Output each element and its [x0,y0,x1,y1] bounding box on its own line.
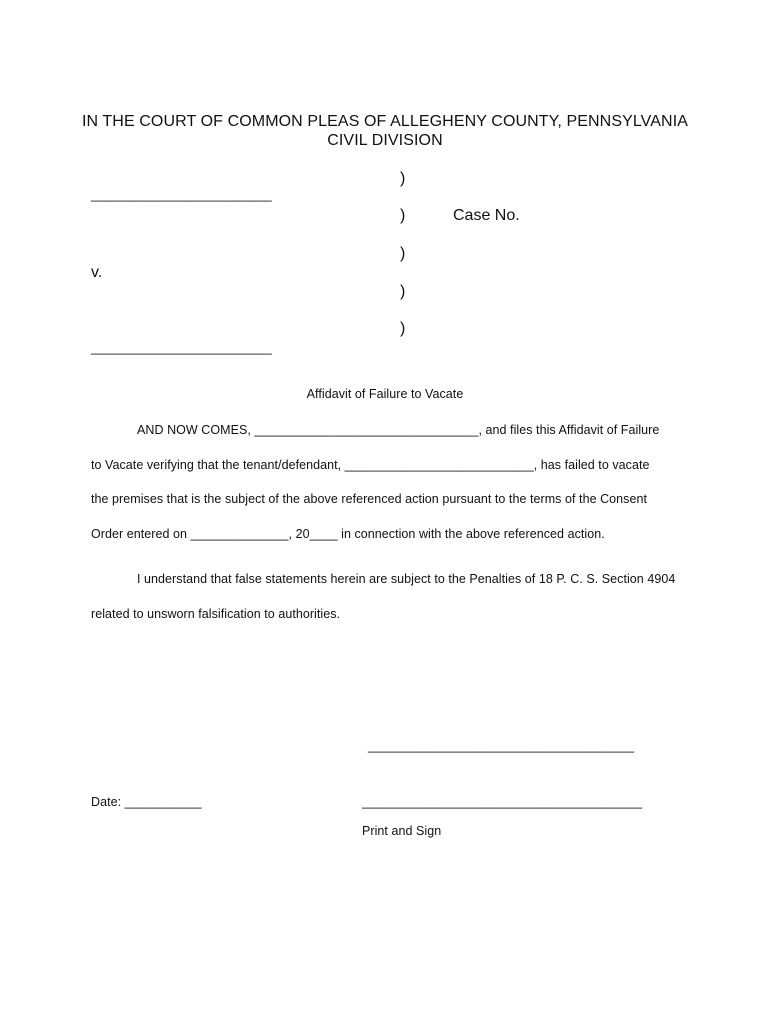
paragraph-line: AND NOW COMES, ________________________________, and files this Affidavit of Failure [137,423,660,437]
caption-paren: ) [400,207,406,224]
versus-label: v. [91,264,103,281]
case-no-label: Case No. [453,207,520,224]
caption-paren: ) [400,170,406,187]
date-field: Date: ___________ [91,795,202,809]
paragraph-line: the premises that is the subject of the above referenced action pursuant to the terms of the Consent [91,492,648,506]
document-title: Affidavit of Failure to Vacate [306,387,464,401]
paragraph-line: I understand that false statements herein are subject to the Penalties of 18 P. C. S. Section 4904 [137,572,676,586]
printed-name-line: ________________________________________ [362,795,643,809]
print-and-sign-label: Print and Sign [362,824,442,838]
paragraph-line: Order entered on ______________, 20____ in connection with the above referenced action. [91,527,605,541]
plaintiff-name-line: _________________________ [91,187,272,202]
paragraph-line: to Vacate verifying that the tenant/defendant, ___________________________, has failed to vacate [91,458,650,472]
caption-paren: ) [400,245,406,262]
division-heading: CIVIL DIVISION [327,132,443,149]
caption-paren: ) [400,283,406,300]
defendant-name-line: _________________________ [91,340,272,355]
paragraph-line: related to unsworn falsification to authorities. [91,607,341,621]
caption-paren: ) [400,320,406,337]
court-heading: IN THE COURT OF COMMON PLEAS OF ALLEGHENY COUNTY, PENNSYLVANIA [81,113,689,130]
signature-line: ______________________________________ [368,739,635,753]
